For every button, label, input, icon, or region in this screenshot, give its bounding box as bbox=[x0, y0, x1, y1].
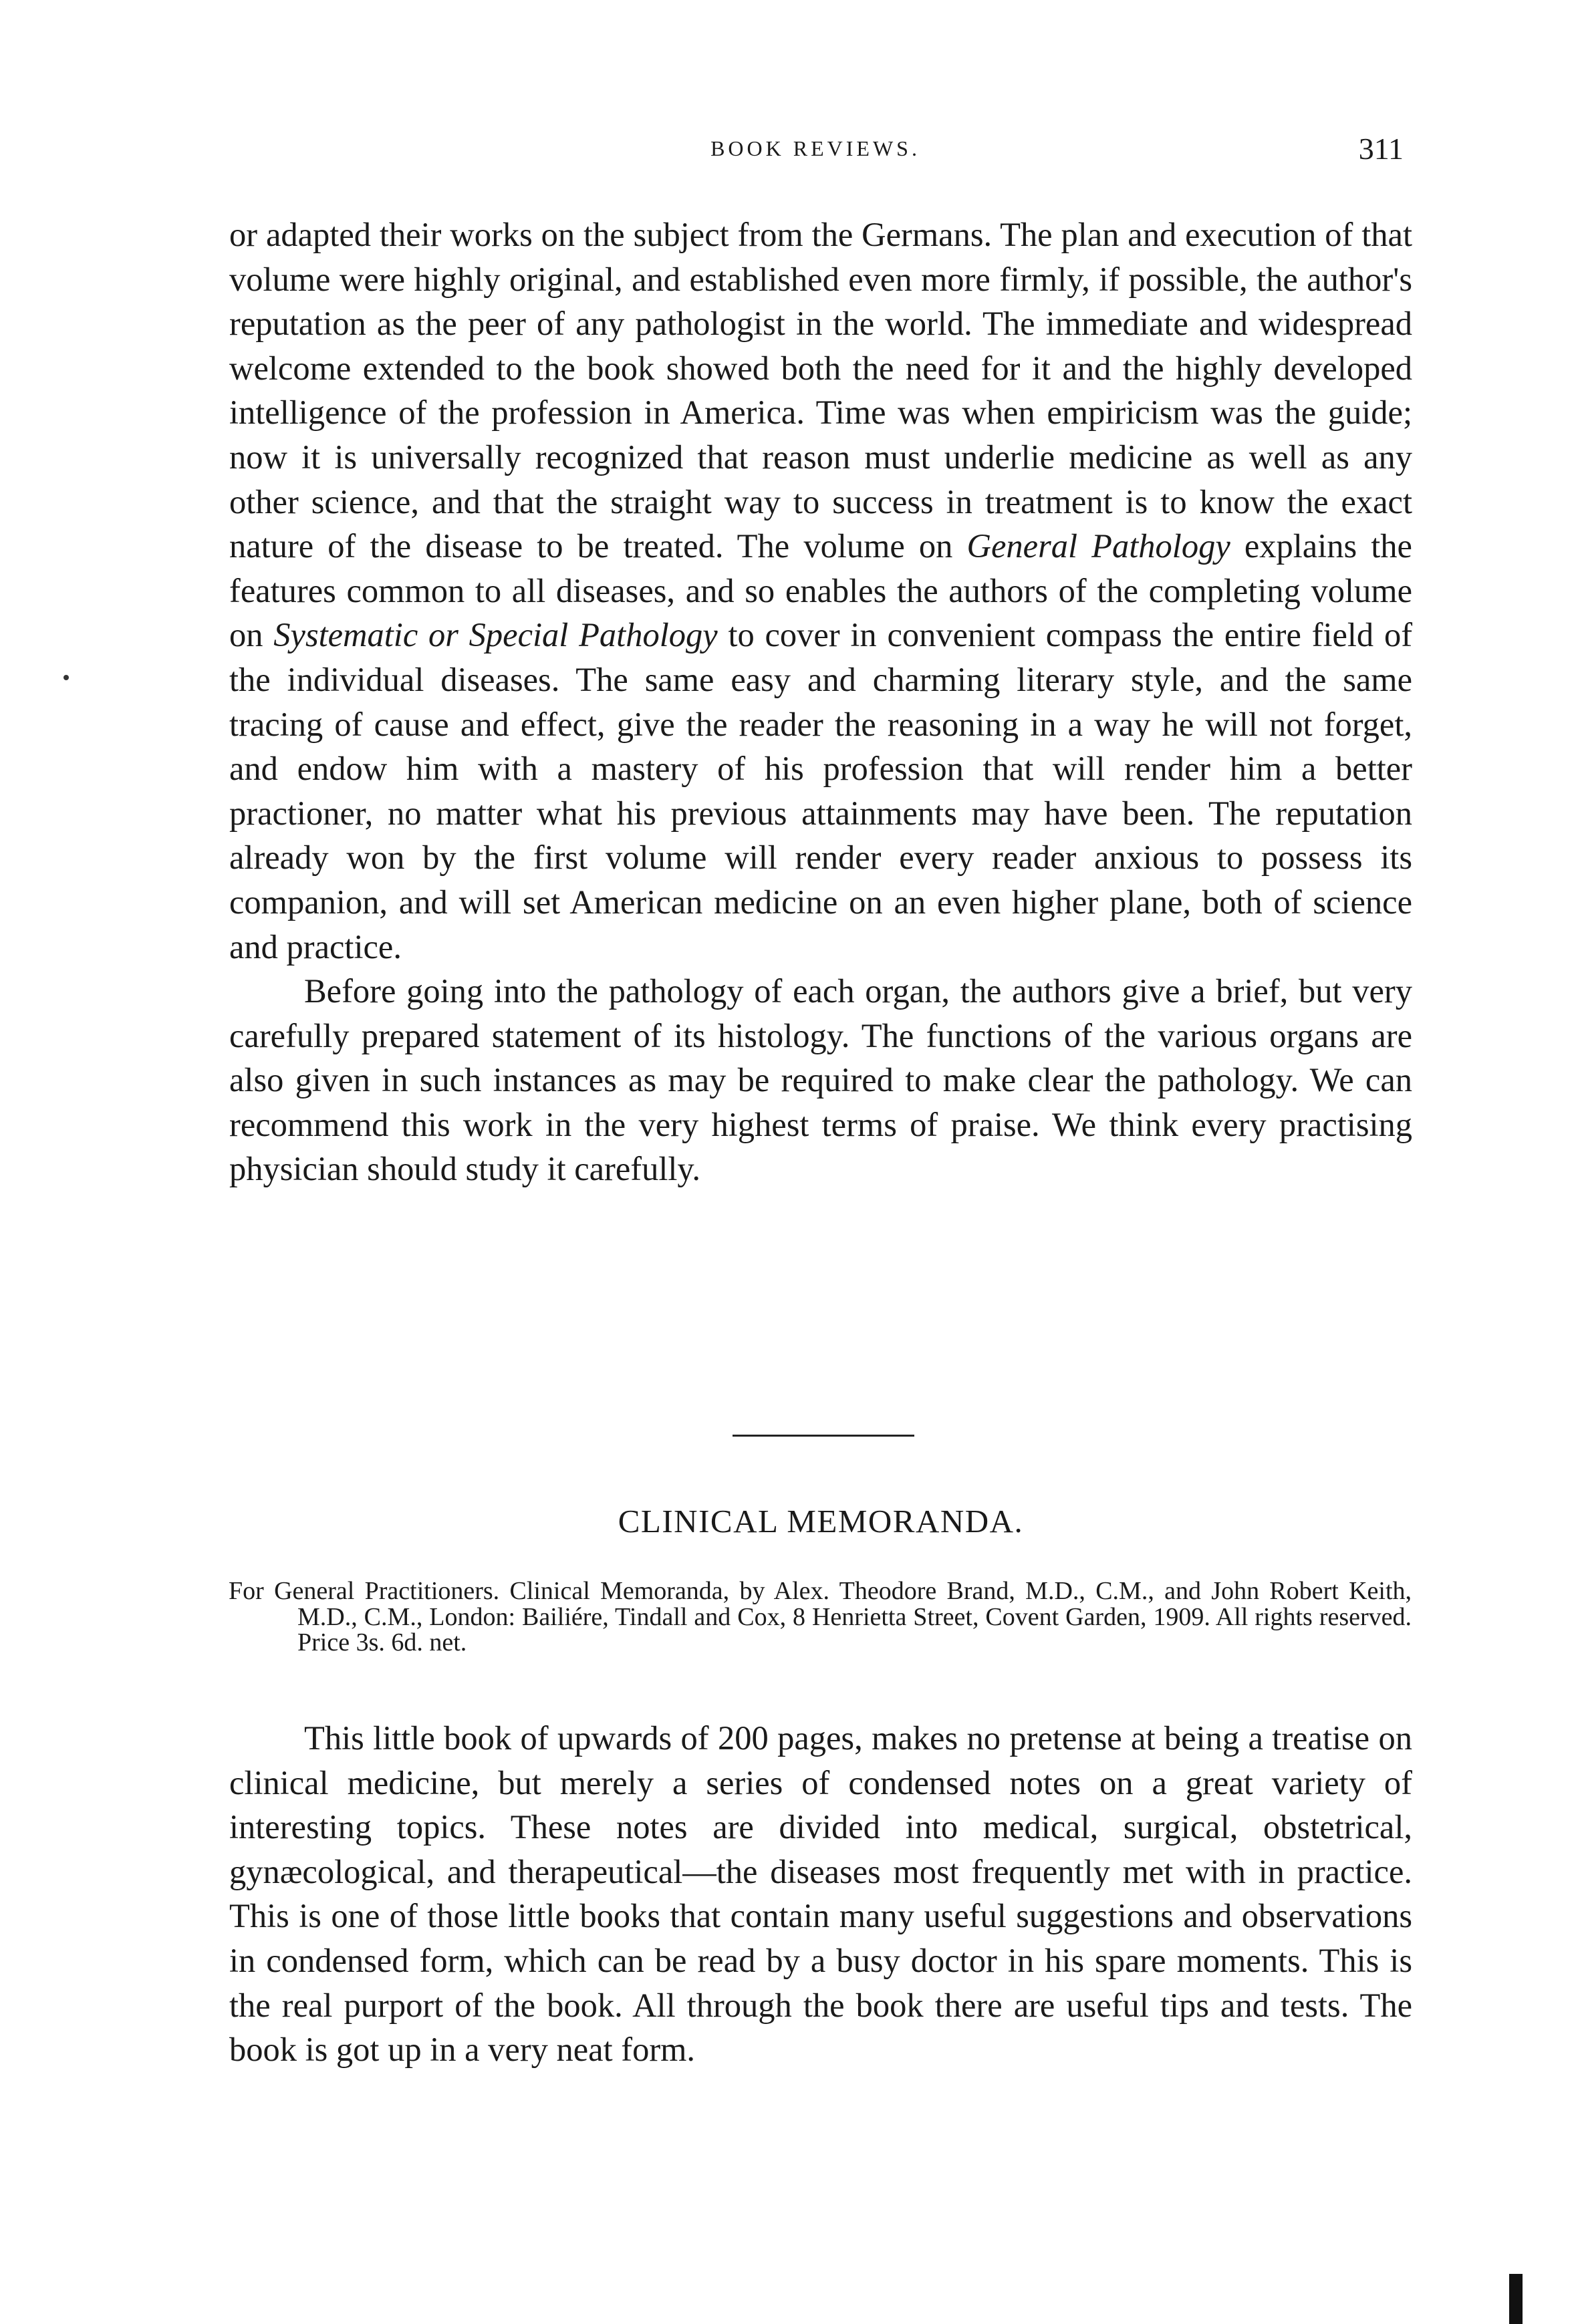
book-citation: For General Practitioners. Clinical Memoranda, by Alex. Theodore Brand, M.D., C.M., and John Robert Keith, M.D., C.M., London: Bailiére, Tindall and Cox, 8 Henrietta Street, Covent Garden, 1909. All rights reserved. Price 3s. 6d. net. bbox=[229, 1577, 1412, 1656]
page-number: 311 bbox=[1358, 132, 1404, 166]
scan-edge-mark bbox=[1509, 2274, 1523, 2324]
section-divider bbox=[733, 1435, 914, 1437]
section-heading: CLINICAL MEMORANDA. bbox=[618, 1503, 1024, 1540]
clinical-memoranda-review bbox=[229, 1716, 1412, 2072]
clinical-memoranda-paragraph: This little book of upwards of 200 pages, makes no pretense at being a treatise on clinical medicine, but merely a series of condensed notes on a great variety of interesting topics. These notes are divided into medical, surgical, obstetrical, gynæcological, and therapeutical—the diseases most frequently met with in practice. This is one of those little books that contain many useful suggestions and observations in condensed form, which can be read by a busy doctor in his spare moments. This is the real purport of the book. All through the book there are useful tips and tests. The book is got up in a very neat form. bbox=[229, 1719, 1412, 2069]
review-paragraph-1-text-a: or adapted their works on the subject from the Germans. The plan and execution of that volume were highly original, and established even more firmly, if possible, the author's reputation as the peer of any pathologist in the world. The immediate and widespread welcome extended to the book showed both the need for it and the highly developed intelligence of the profession in America. Time was when empiricism was the guide; now it is universally recognized that reason must underlie medicine as well as any other science, and that the straight way to success in treatment is to know the exact nature of the disease to be treated. The volume on bbox=[229, 216, 1412, 565]
review-continuation bbox=[229, 212, 1412, 1191]
book-title-general-pathology: General Pathology bbox=[966, 527, 1230, 565]
review-paragraph-2: Before going into the pathology of each organ, the authors give a brief, but very carefully prepared statement of its histology. The functions of the various organs are also given in such instances as may be required to make clear the pathology. We can recommend this work in the very highest terms of praise. We think every practising physician should study it carefully. bbox=[229, 972, 1412, 1188]
review-paragraph-1-text-b: explains the features common to all diseases, and so enables the authors of the completing volume on bbox=[229, 527, 1412, 654]
review-paragraph-1 bbox=[229, 212, 1412, 969]
review-paragraph-1-text-c: to cover in convenient compass the entire field of the individual diseases. The same easy and charming literary style, and the same tracing of cause and effect, give the reader the reasoning in a way he will not forget, and endow him with a mastery of his profession that will render him a better practioner, no matter what his previous attainments may have been. The reputation already won by the first volume will render every reader anxious to possess its companion, and will set American medicine on an even higher plane, both of science and practice. bbox=[229, 616, 1413, 966]
stray-ink-dot bbox=[63, 675, 69, 680]
running-title: BOOK REVIEWS. bbox=[710, 136, 920, 160]
book-title-systematic-pathology: Systematic or Special Pathology bbox=[273, 616, 718, 654]
running-head bbox=[227, 131, 1404, 171]
